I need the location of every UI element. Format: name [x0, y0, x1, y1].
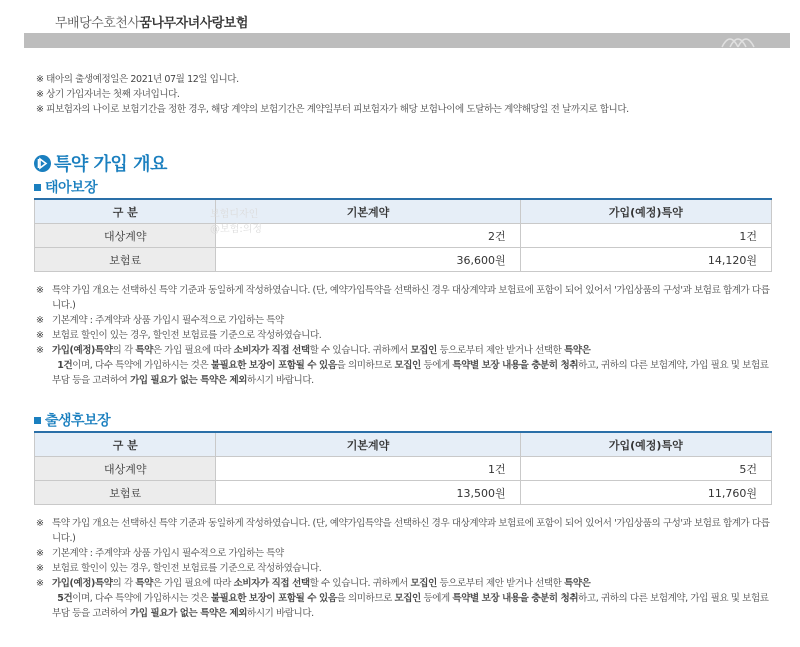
top-notes	[36, 72, 771, 117]
note-text: 특약 가입 개요는 선택하신 특약 기준과 동일하게 작성하였습니다. (단, 예약가입특약을 선택하신 경우 대상계약과 보험료에 포함이 되어 있어서 '가입상품의 구성'과 보험료 합계가 다릅니다.)	[52, 285, 770, 311]
table-header-row	[35, 432, 772, 457]
square-bullet-icon	[34, 417, 41, 424]
note-bold: 소비자가 직접 선택	[233, 578, 310, 589]
note-text: 보험료 할인이 있는 경우, 할인전 보험료를 기준으로 작성하였습니다.	[52, 330, 322, 341]
note-text: 을 의미하므로	[336, 360, 395, 371]
note-mark: ※	[36, 330, 44, 341]
note-mark: ※	[36, 563, 44, 574]
note-mark: ※	[36, 578, 44, 589]
note-bold: 불필요한 보장이 포함될 수 있음	[210, 360, 337, 371]
note-text: 할 수 있습니다. 귀하께서	[309, 345, 411, 356]
header-category: 구 분	[35, 199, 216, 224]
birth-table	[34, 431, 772, 505]
header-base: 기본계약	[216, 432, 520, 457]
fetal-subtitle	[34, 177, 97, 197]
note-text: 이며, 다수 특약에 가입하시는 것은	[72, 593, 211, 604]
note-item	[36, 343, 771, 388]
note-text: 하시기 바랍니다.	[247, 608, 314, 619]
note-text: 특약 가입 개요는 선택하신 특약 기준과 동일하게 작성하였습니다. (단, 예약가입특약을 선택하신 경우 대상계약과 보험료에 포함이 되어 있어서 '가입상품의 구성'과 보험료 합계가 다릅니다.)	[52, 518, 770, 544]
note-item	[36, 546, 771, 561]
row-label: 대상계약	[35, 457, 216, 481]
row-label: 보험료	[35, 481, 216, 505]
note-bold: 모집인	[410, 578, 437, 589]
birth-notes	[36, 516, 771, 621]
birth-subtitle	[34, 410, 110, 430]
base-value: 1건	[216, 457, 520, 481]
note-text: 등에게	[420, 360, 453, 371]
rider-count: 5건	[57, 593, 73, 604]
header-base: 기본계약	[216, 199, 520, 224]
note-text: 하시기 바랍니다.	[247, 375, 314, 386]
birth-subtitle-text: 출생후보장	[45, 413, 111, 429]
rider-count: 1건	[57, 360, 73, 371]
rider-value: 14,120원	[520, 248, 771, 272]
note-bold: 불필요한 보장이 포함될 수 있음	[210, 593, 337, 604]
wave-decoration-icon	[720, 33, 760, 48]
note-text: 하고, 귀하의 다른 보험계약, 가입 필요 및 보험료 부담 등을 고려하여	[52, 360, 769, 386]
fetal-table	[34, 198, 772, 272]
base-value: 36,600원	[216, 248, 520, 272]
note-bold: 특약	[135, 345, 153, 356]
note-insurance-period: ※ 피보험자의 나이로 보험기간을 정한 경우, 해당 계약의 보험기간은 계약일부터 피보험자가 해당 보험나이에 도달하는 계약해당일 전 날까지로 합니다.	[36, 104, 629, 115]
rider-value: 1건	[520, 224, 771, 248]
fetal-notes	[36, 283, 771, 388]
note-bold: 가입 필요가 없는 특약은 제외	[130, 608, 248, 619]
rider-value: 5건	[520, 457, 771, 481]
note-text: 하고, 귀하의 다른 보험계약, 가입 필요 및 보험료 부담 등을 고려하여	[52, 593, 769, 619]
header-bar	[24, 33, 790, 48]
watermark-line: @보험:의정	[210, 224, 263, 235]
note-bold: 특약은	[564, 578, 591, 589]
watermark-line: 보험디자인	[210, 209, 259, 220]
note-text: 할 수 있습니다. 귀하께서	[309, 578, 411, 589]
note-bold: 특약별 보장 내용을 충분히 청취	[452, 360, 579, 371]
base-value: 2건	[216, 224, 520, 248]
note-bold: 소비자가 직접 선택	[233, 345, 310, 356]
row-label: 보험료	[35, 248, 216, 272]
note-text: 의 각	[112, 345, 136, 356]
rider-value: 11,760원	[520, 481, 771, 505]
note-mark: ※	[36, 345, 44, 356]
table-row	[35, 457, 772, 481]
note-mark: ※	[36, 285, 44, 296]
play-circle-icon	[34, 155, 51, 172]
square-bullet-icon	[34, 184, 41, 191]
watermark	[210, 207, 262, 237]
note-item	[36, 313, 771, 328]
note-mark: ※	[36, 548, 44, 559]
note-item	[36, 328, 771, 343]
note-text: 은 가입 필요에 따라	[152, 345, 234, 356]
header-rider: 가입(예정)특약	[520, 432, 771, 457]
note-text: 의 각	[112, 578, 136, 589]
table-header-row	[35, 199, 772, 224]
note-bold: 가입(예정)특약	[52, 578, 113, 589]
section-title-text: 특약 가입 개요	[54, 154, 167, 175]
note-mark: ※	[36, 315, 44, 326]
note-bold: 모집인	[394, 360, 421, 371]
note-text: 이며, 다수 특약에 가입하시는 것은	[72, 360, 211, 371]
note-bold: 특약별 보장 내용을 충분히 청취	[452, 593, 579, 604]
note-item	[36, 561, 771, 576]
header-category: 구 분	[35, 432, 216, 457]
section-title	[34, 152, 167, 174]
title-plain: 무배당수호천사	[55, 16, 140, 31]
header-rider: 가입(예정)특약	[520, 199, 771, 224]
note-due-date: ※ 태아의 출생예정일은 2021년 07월 12일 입니다.	[36, 74, 239, 85]
note-item	[36, 283, 771, 313]
note-text: 등으로부터 제안 받거나 선택한	[436, 345, 565, 356]
note-text: 을 의미하므로	[336, 593, 395, 604]
note-bold: 특약은	[564, 345, 591, 356]
note-bold: 모집인	[394, 593, 421, 604]
note-text: 기본계약 : 주계약과 상품 가입시 필수적으로 가입하는 특약	[52, 315, 284, 326]
note-bold: 가입 필요가 없는 특약은 제외	[130, 375, 248, 386]
fetal-subtitle-text: 태아보장	[45, 180, 98, 196]
table-row	[35, 248, 772, 272]
page-header	[0, 0, 800, 48]
note-text: 보험료 할인이 있는 경우, 할인전 보험료를 기준으로 작성하였습니다.	[52, 563, 322, 574]
note-text: 등에게	[420, 593, 453, 604]
note-text: 기본계약 : 주계약과 상품 가입시 필수적으로 가입하는 특약	[52, 548, 284, 559]
note-first-child: ※ 상기 가입자녀는 첫째 자녀입니다.	[36, 89, 180, 100]
note-text: 등으로부터 제안 받거나 선택한	[436, 578, 565, 589]
note-item	[36, 516, 771, 546]
note-text: 은 가입 필요에 따라	[152, 578, 234, 589]
table-row	[35, 224, 772, 248]
table-row	[35, 481, 772, 505]
note-mark: ※	[36, 518, 44, 529]
note-bold: 특약	[135, 578, 153, 589]
title-bold: 꿈나무자녀사랑보험	[139, 16, 248, 31]
page-title	[55, 12, 248, 31]
note-bold: 가입(예정)특약	[52, 345, 113, 356]
base-value: 13,500원	[216, 481, 520, 505]
note-bold: 모집인	[410, 345, 437, 356]
note-item	[36, 576, 771, 621]
row-label: 대상계약	[35, 224, 216, 248]
